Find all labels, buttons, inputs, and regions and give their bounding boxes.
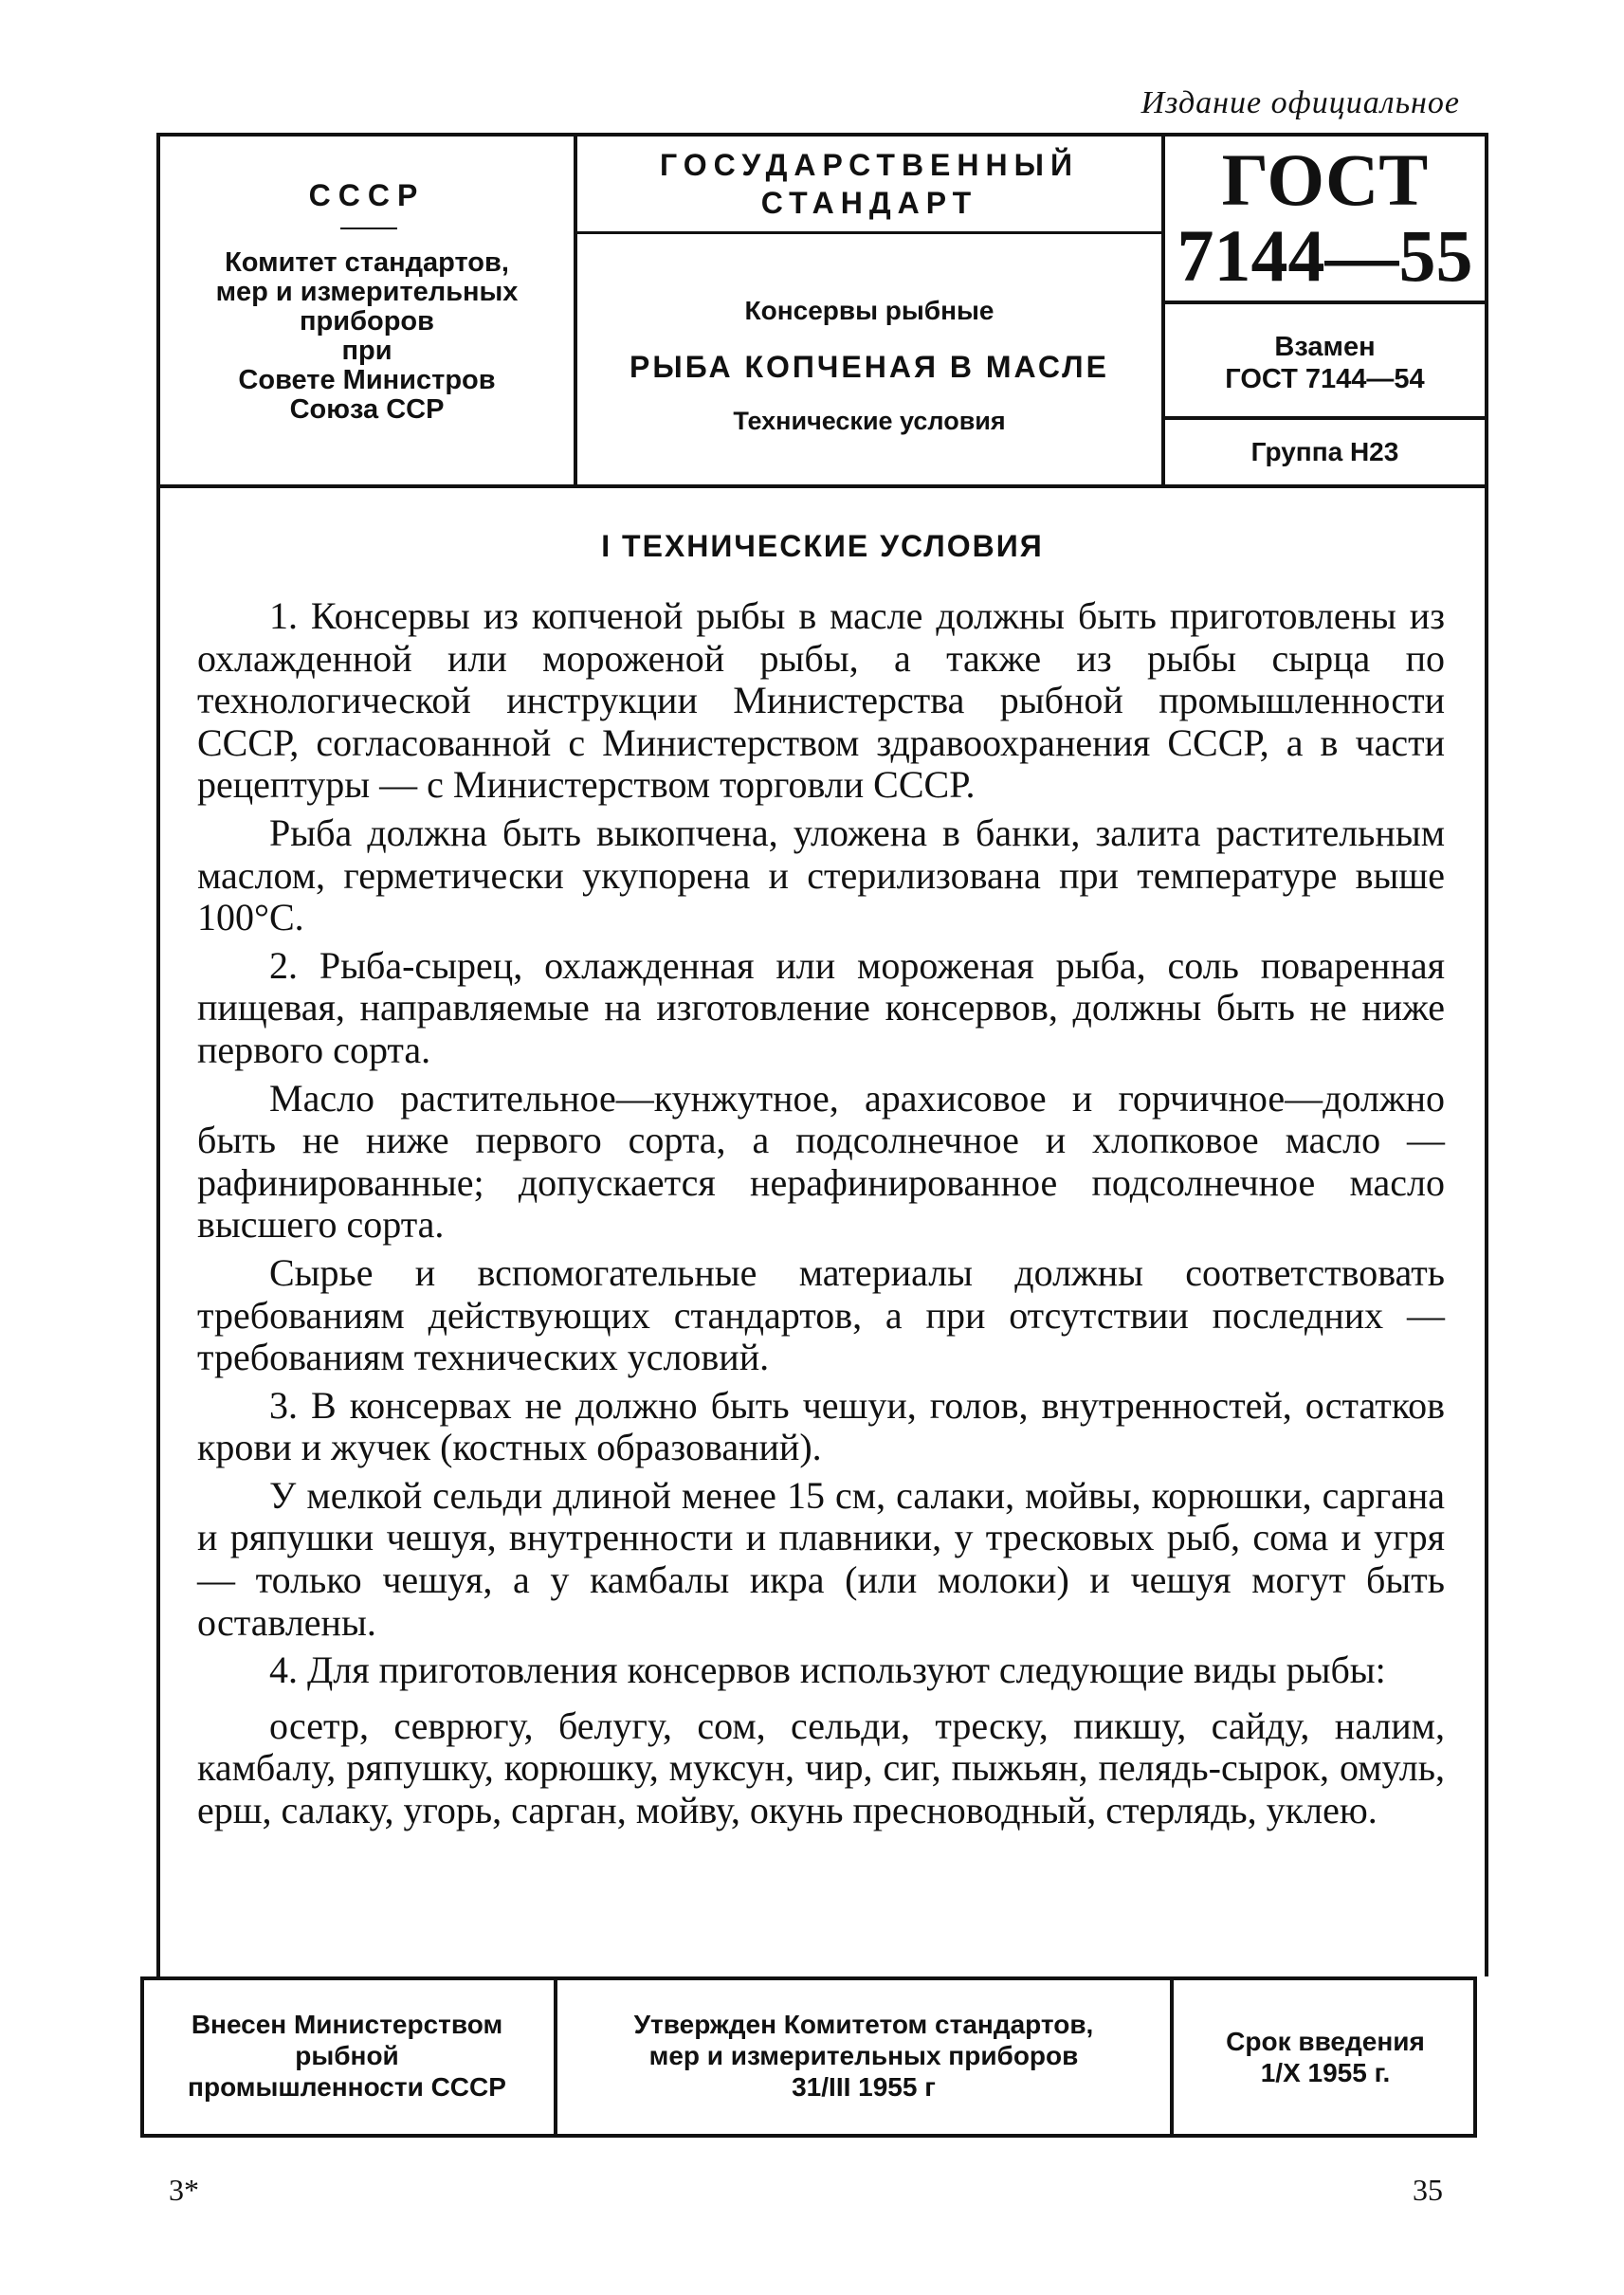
title-cell (577, 137, 1165, 484)
paragraph: 3. В консервах не должно быть чешуи, голов, внутренностей, остатков крови и жучек (костных образований). (197, 1383, 1445, 1469)
paragraph: Масло растительное—кунжутное, арахисовое и горчичное—должно быть не ниже первого сорта, а подсолнечное и хлопковое масло — рафинированные; допускается нерафинированное подсолнечное масло высшего сорта. (197, 1076, 1445, 1247)
paragraph: У мелкой сельди длиной менее 15 см, салаки, мойвы, корюшки, саргана и ряпушки чешуя, внутренности и плавники, у тресковых рыб, сома и угря — только чешуя, а у камбалы икра (или молоки) и чешуя могут быть оставлены. (197, 1473, 1445, 1644)
paragraph: 2. Рыба-сырец, охлажденная или мороженая рыба, соль поваренная пищевая, направляемые на изготовление консервов, должны быть не ниже первого сорта. (197, 943, 1445, 1071)
edition-label: Издание официальное (1140, 85, 1460, 120)
divider (340, 228, 397, 229)
fish-list: осетр, севрюгу, белугу, сом, сельди, треску, пикшу, сайду, налим, камбалу, ряпушку, корюшку, муксун, чир, сиг, пыжьян, пелядь-сырок, омуль, ерш, салаку, угорь, сарган, мойву, окунь пресноводный, стерлядь, уклею. (197, 1703, 1445, 1832)
divider (577, 231, 1161, 234)
group-label: Группа Н23 (1250, 437, 1399, 466)
gost-code: ГОСТ 7144—55 (1177, 138, 1473, 297)
section-title: I ТЕХНИЧЕСКИЕ УСЛОВИЯ (601, 529, 1044, 563)
code-cell (1165, 137, 1485, 484)
replaces-label: Взамен ГОСТ 7144—54 (1225, 332, 1425, 394)
effective-cell: Срок введения 1/X 1955 г. (1226, 2027, 1425, 2087)
body-text (197, 595, 1445, 1832)
paragraph: 4. Для приготовления консервов используют следующие виды рыбы: (269, 1648, 1386, 1692)
product-title: РЫБА КОПЧЕНАЯ В МАСЛЕ (630, 350, 1109, 384)
page-number: 35 (1413, 2173, 1443, 2207)
product-subtitle: Технические условия (733, 407, 1006, 435)
page-mark: 3* (169, 2173, 199, 2207)
paragraph: Сырье и вспомогательные материалы должны соответствовать требованиям действующих стандартов, а при отсутствии последних — требованиям технических условий. (197, 1250, 1445, 1379)
issuer-cell (160, 137, 577, 484)
standard-type: ГОСУДАРСТВЕННЫЙ СТАНДАРТ (660, 148, 1079, 220)
committee-name: Комитет стандартов, мер и измерительных приборов при Совете Министров Союза ССР (215, 247, 519, 425)
country-label: СССР (308, 178, 426, 212)
introduced-cell: Внесен Министерством рыбной промышленности СССР (140, 1980, 557, 2134)
approved-cell: Утвержден Комитетом стандартов, мер и измерительных приборов 31/III 1955 г (557, 1980, 1174, 2134)
divider (1165, 301, 1485, 304)
product-group: Консервы рыбные (744, 296, 994, 325)
divider (1165, 416, 1485, 420)
paragraph: 1. Консервы из копченой рыбы в масле должны быть приготовлены из охлажденной или мороженой рыбы, а также из рыбы сырца по технологической инструкции Министерства рыбной промышленности СССР, согласованной с Министерством здравоохранения СССР, а в части рецептуры — с Министерством торговли СССР. (197, 594, 1445, 807)
header-table (156, 133, 1488, 488)
footer-table (140, 1976, 1477, 2138)
paragraph: Рыба должна быть выкопчена, уложена в банки, залита растительным маслом, герметически укупорена и стерилизована при температуре выше 100°С. (197, 811, 1445, 939)
